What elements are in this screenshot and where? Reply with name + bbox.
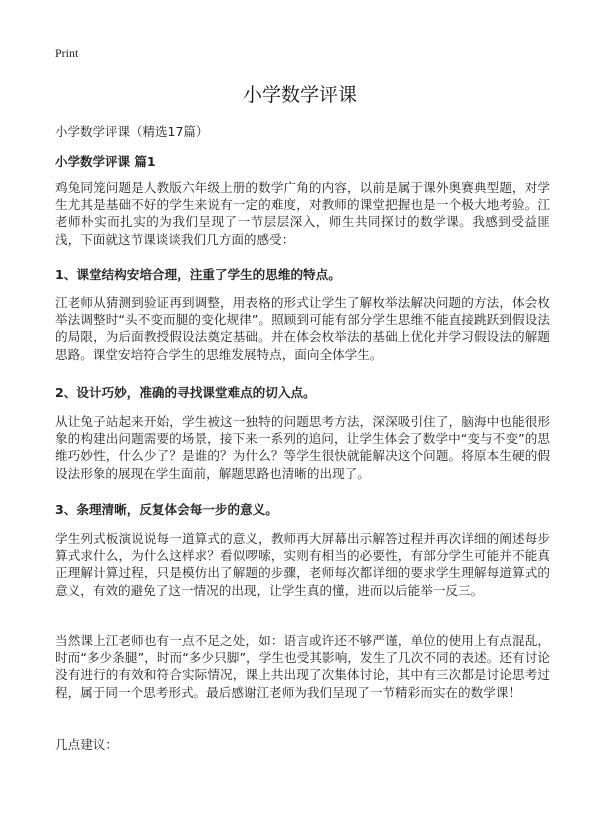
point-paragraph-1: 江老师从猜测到验证再到调整，用表格的形式让学生了解枚举法解决问题的方法，体会枚举法调整时“头不变而腿的变化规律”。照顾到可能有部分学生思维不能直接跳跃到假设法的局限，为后面教授假设法奠定基础。并在体会枚举法的基础上优化并学习假设法的解题思路。课堂安培符合学生的思维发展特点，面向全体学生。	[55, 295, 550, 362]
point-paragraph-2: 从让兔子站起来开始，学生被这一独特的问题思考方法，深深吸引住了，脑海中也能很形象的构建出问题需要的场景，接下来一系列的追问，让学生体会了数学中“变与不变”的思维巧妙性，什么少了？是谁的？为什么？等学生很快就能解决这个问题。将原本生硬的假设法形象的展现在学生面前，解题思路也清晰的出现了。	[55, 414, 550, 481]
document-subtitle: 小学数学评课（精选17篇）	[55, 124, 209, 139]
point-heading-2: 2、设计巧妙，准确的寻找课堂难点的切入点。	[55, 385, 316, 400]
point-heading-1: 1、课堂结构安培合理，注重了学生的思维的特点。	[55, 267, 341, 282]
print-link[interactable]: Print	[55, 46, 79, 60]
point-paragraph-3: 学生列式板演说说每一道算式的意义，教师再大屏幕出示解答过程并再次详细的阐述每步算式求什么，为什么这样求？看似啰嗦，实则有相当的必要性，有部分学生可能并不能真正理解计算过程，只是模仿出了解题的步骤，老师每次都详细的要求学生理解每道算式的意义，有效的避免了这一情况的出现，让学生真的懂，进而以后能举一反三。	[55, 531, 550, 598]
shortcoming-paragraph: 当然课上江老师也有一点不足之处，如：语言或许还不够严谨，单位的使用上有点混乱，时而“多少条腿”，时而“多少只脚”，学生也受其影响，发生了几次不同的表述。还有讨论没有进行的有效和符合实际情况，课上共出现了次集体讨论，其中有三次都是讨论思考过程，属于同一个思考形式。最后感谢江老师为我们呈现了一节精彩而实在的数学课！	[55, 633, 550, 700]
intro-paragraph: 鸡兔同笼问题是人教版六年级上册的数学广角的内容，以前是属于课外奥赛典型题，对学生尤其是基础不好的学生来说有一定的难度，对教师的课堂把握也是一个极大地考验。江老师朴实而扎实的为我们呈现了一节层层深入，师生共同探讨的数学课。我感到受益匪浅，下面就这节课谈谈我们几方面的感受：	[55, 180, 550, 247]
section-title: 小学数学评课 篇1	[55, 154, 156, 169]
point-heading-3: 3、条理清晰，反复体会每一步的意义。	[55, 502, 278, 517]
page-title: 小学数学评课	[242, 84, 357, 106]
suggestions-label: 几点建议：	[55, 737, 118, 752]
